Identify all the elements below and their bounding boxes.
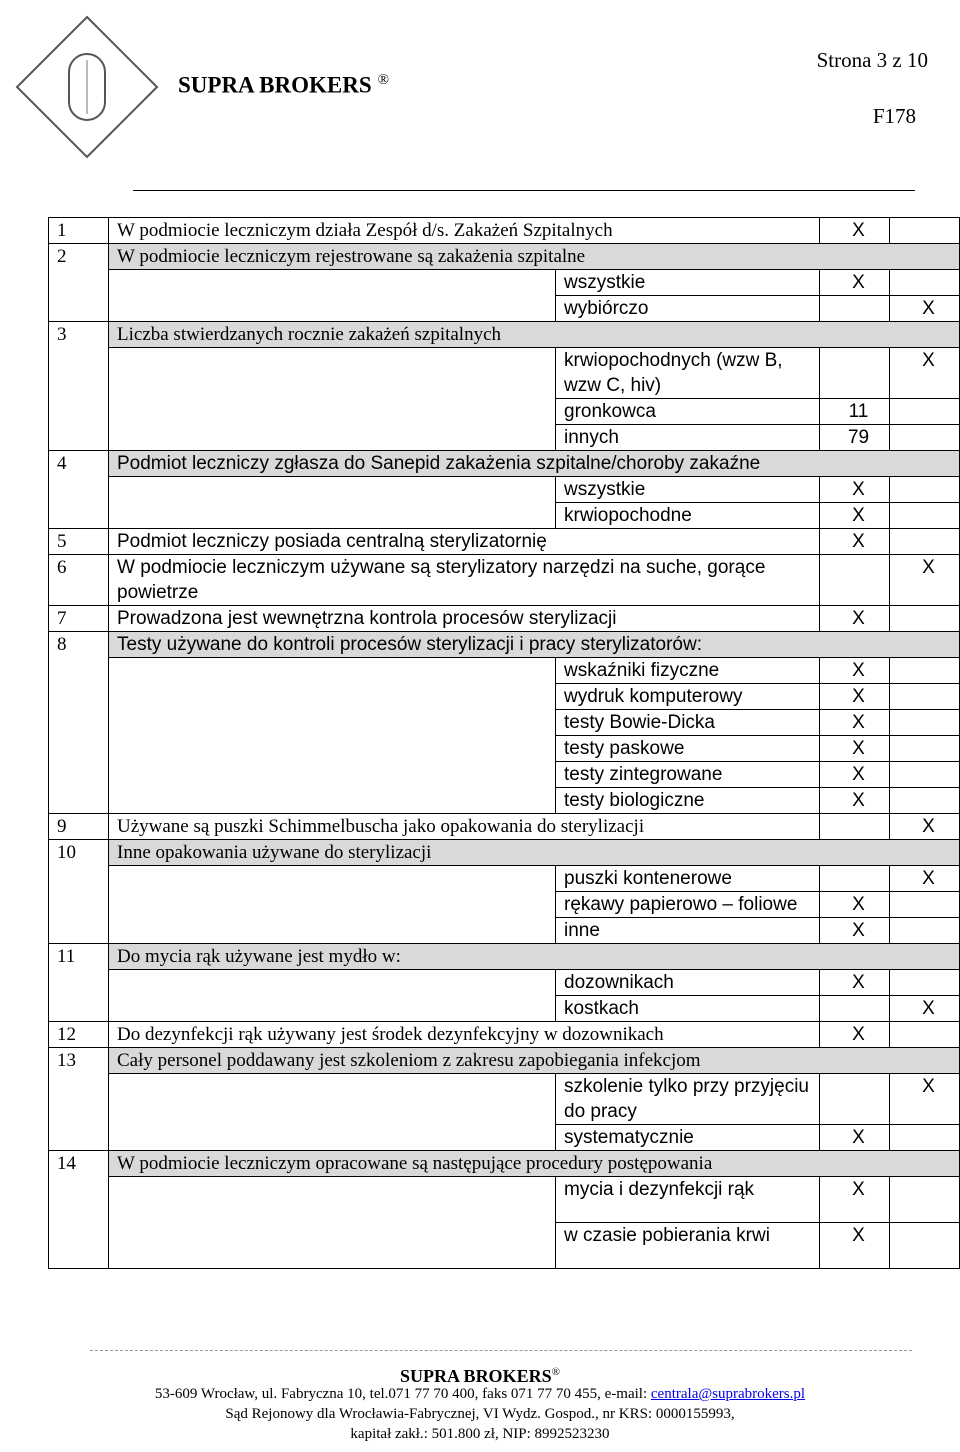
answer-cell [890, 529, 960, 555]
table-row [49, 840, 960, 866]
answer-cell [820, 996, 890, 1022]
option-label: w czasie pobierania krwi [556, 1223, 820, 1269]
spacer-cell [109, 970, 556, 1022]
table-row [49, 555, 960, 606]
spacer-cell [109, 477, 556, 529]
question-text: W podmiocie leczniczym opracowane są następujące procedury postępowania [109, 1151, 960, 1177]
answer-cell: X [820, 892, 890, 918]
question-number: 7 [49, 606, 109, 632]
question-text: Do mycia rąk używane jest mydło w: [109, 944, 960, 970]
question-text: W podmiocie leczniczym działa Zespół d/s. Zakażeń Szpitalnych [109, 218, 820, 244]
table-row [49, 529, 960, 555]
option-label: wszystkie [556, 270, 820, 296]
question-text: W podmiocie leczniczym używane są sterylizatory narzędzi na suche, gorące powietrze [109, 555, 820, 606]
question-number: 11 [49, 944, 109, 1022]
question-number: 6 [49, 555, 109, 606]
spacer-cell [109, 348, 556, 451]
answer-cell [890, 477, 960, 503]
question-number: 13 [49, 1048, 109, 1151]
table-row [49, 218, 960, 244]
answer-cell [890, 684, 960, 710]
option-row [49, 658, 960, 684]
option-row [49, 866, 960, 892]
answer-cell: X [890, 866, 960, 892]
option-label: rękawy papierowo – foliowe [556, 892, 820, 918]
table-row [49, 814, 960, 840]
question-text: Używane są puszki Schimmelbuscha jako opakowania do sterylizacji [109, 814, 820, 840]
option-row [49, 270, 960, 296]
answer-cell: X [820, 1125, 890, 1151]
question-text: W podmiocie leczniczym rejestrowane są zakażenia szpitalne [109, 244, 960, 270]
table-row [49, 632, 960, 658]
answer-cell [890, 1223, 960, 1269]
answer-cell [820, 1074, 890, 1125]
answer-cell: X [820, 1177, 890, 1223]
question-number: 10 [49, 840, 109, 944]
answer-cell [890, 788, 960, 814]
answer-cell [820, 866, 890, 892]
question-text: Testy używane do kontroli procesów sterylizacji i pracy sterylizatorów: [109, 632, 960, 658]
answer-cell: X [820, 1223, 890, 1269]
answer-cell: X [820, 270, 890, 296]
answer-cell [890, 710, 960, 736]
option-label: systematycznie [556, 1125, 820, 1151]
email-link[interactable]: centrala@suprabrokers.pl [650, 1386, 806, 1402]
option-row [49, 1177, 960, 1223]
option-label: wszystkie [556, 477, 820, 503]
option-label: wskaźniki fizyczne [556, 658, 820, 684]
answer-cell [820, 814, 890, 840]
question-number: 8 [49, 632, 109, 814]
option-label: testy Bowie-Dicka [556, 710, 820, 736]
question-text: Prowadzona jest wewnętrzna kontrola procesów sterylizacji [109, 606, 820, 632]
table-row [49, 944, 960, 970]
question-number: 12 [49, 1022, 109, 1048]
answer-cell: X [820, 762, 890, 788]
answer-cell [890, 736, 960, 762]
answer-cell [890, 218, 960, 244]
answer-cell [890, 970, 960, 996]
answer-cell: X [820, 529, 890, 555]
question-number: 5 [49, 529, 109, 555]
answer-cell: X [820, 736, 890, 762]
answer-cell: 11 [820, 399, 890, 425]
answer-cell [890, 892, 960, 918]
answer-cell: X [820, 684, 890, 710]
question-number: 2 [49, 244, 109, 322]
answer-cell: X [820, 503, 890, 529]
table-row [49, 1048, 960, 1074]
footer-capital: kapitał zakł.: 501.800 zł, NIP: 8992523230 [350, 1426, 610, 1442]
answer-cell: X [820, 606, 890, 632]
answer-cell [820, 555, 890, 606]
answer-cell [890, 399, 960, 425]
answer-cell: X [820, 1022, 890, 1048]
question-text: Cały personel poddawany jest szkoleniom z zakresu zapobiegania infekcjom [109, 1048, 960, 1074]
spacer-cell [109, 1074, 556, 1151]
option-label: mycia i dezynfekcji rąk [556, 1177, 820, 1223]
option-label: wybiórczo [556, 296, 820, 322]
header-divider [133, 190, 915, 191]
answer-cell: X [820, 788, 890, 814]
option-label: dozownikach [556, 970, 820, 996]
answer-cell: X [890, 996, 960, 1022]
answer-cell [890, 606, 960, 632]
company-logo-icon [14, 14, 160, 160]
option-label: krwiopochodne [556, 503, 820, 529]
option-label: testy paskowe [556, 736, 820, 762]
question-number: 9 [49, 814, 109, 840]
table-row [49, 322, 960, 348]
question-number: 1 [49, 218, 109, 244]
spacer-cell [109, 1177, 556, 1269]
answer-cell [890, 1022, 960, 1048]
brand-name: SUPRA BROKERS ® [178, 72, 390, 98]
answer-cell: X [890, 348, 960, 399]
option-label: wydruk komputerowy [556, 684, 820, 710]
option-row [49, 970, 960, 996]
spacer-cell [109, 658, 556, 814]
option-row [49, 1074, 960, 1125]
table-row [49, 1022, 960, 1048]
footer-court: Sąd Rejonowy dla Wrocławia-Fabrycznej, VI Wydz. Gospod., nr KRS: 0000155993, [225, 1406, 735, 1422]
answer-cell: X [820, 218, 890, 244]
answer-cell [820, 348, 890, 399]
option-label: szkolenie tylko przy przyjęciu do pracy [556, 1074, 820, 1125]
question-number: 4 [49, 451, 109, 529]
spacer-cell [109, 270, 556, 322]
option-label: testy zintegrowane [556, 762, 820, 788]
form-code: F178 [872, 104, 916, 128]
table-row [49, 606, 960, 632]
answer-cell [890, 1125, 960, 1151]
answer-cell: X [890, 1074, 960, 1125]
answer-cell: 79 [820, 425, 890, 451]
option-label: innych [556, 425, 820, 451]
answer-cell: X [890, 814, 960, 840]
question-text: Podmiot leczniczy posiada centralną sterylizatornię [109, 529, 820, 555]
spacer-cell [109, 866, 556, 944]
question-number: 3 [49, 322, 109, 451]
page-number: Strona 3 z 10 [816, 48, 928, 72]
answer-cell [820, 296, 890, 322]
option-label: gronkowca [556, 399, 820, 425]
option-row [49, 477, 960, 503]
answer-cell: X [890, 296, 960, 322]
answer-cell: X [820, 970, 890, 996]
option-label: puszki kontenerowe [556, 866, 820, 892]
option-label: inne [556, 918, 820, 944]
question-text: Do dezynfekcji rąk używany jest środek dezynfekcyjny w dozownikach [109, 1022, 820, 1048]
answer-cell: X [820, 710, 890, 736]
question-text: Liczba stwierdzanych rocznie zakażeń szpitalnych [109, 322, 960, 348]
answer-cell [890, 762, 960, 788]
table-row [49, 451, 960, 477]
answer-cell: X [820, 658, 890, 684]
footer [0, 1360, 960, 1444]
answer-cell [890, 918, 960, 944]
footer-divider [90, 1350, 912, 1351]
answer-cell: X [890, 555, 960, 606]
question-text: Inne opakowania używane do sterylizacji [109, 840, 960, 866]
table-row [49, 244, 960, 270]
option-row [49, 348, 960, 399]
option-label: kostkach [556, 996, 820, 1022]
answer-cell: X [820, 918, 890, 944]
answer-cell [890, 658, 960, 684]
question-number: 14 [49, 1151, 109, 1269]
question-text: Podmiot leczniczy zgłasza do Sanepid zakażenia szpitalne/choroby zakaźne [109, 451, 960, 477]
answer-cell [890, 503, 960, 529]
answer-cell [890, 1177, 960, 1223]
option-label: testy biologiczne [556, 788, 820, 814]
footer-brand: SUPRA BROKERS® [400, 1366, 560, 1386]
option-label: krwiopochodnych (wzw B, wzw C, hiv) [556, 348, 820, 399]
table-row [49, 1151, 960, 1177]
answer-cell: X [820, 477, 890, 503]
footer-address: 53-609 Wrocław, ul. Fabryczna 10, tel.071 77 70 400, faks 071 77 70 455, e-mail: centrala@suprabrokers.pl [154, 1386, 806, 1402]
answer-cell [890, 425, 960, 451]
answer-cell [890, 270, 960, 296]
questionnaire-table [48, 217, 960, 1269]
